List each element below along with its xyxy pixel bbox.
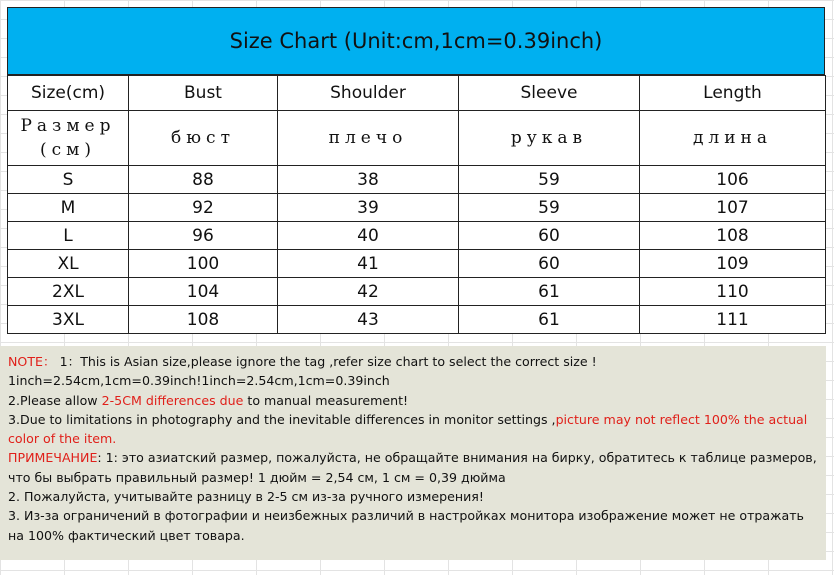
cell-sleeve: 59 [459, 166, 640, 194]
table-row [8, 222, 826, 250]
cell-bust: 104 [129, 278, 278, 306]
cell-shoulder: 39 [278, 194, 459, 222]
header-ru-bust: бюст [129, 111, 278, 166]
cell-length: 106 [640, 166, 826, 194]
note-label-ru: ПРИМЕЧАНИЕ [8, 450, 98, 466]
note-highlight: picture may not reflect 100% the actual color of the item. [8, 411, 808, 447]
cell-sleeve: 60 [459, 222, 640, 250]
header-shoulder: Shoulder [278, 76, 459, 111]
note-line-6: 2. Пожалуйста, учитывайте разницу в 2-5 см из-за ручного измерения! [8, 489, 484, 505]
cell-sleeve: 60 [459, 250, 640, 278]
note-text: 1：This is Asian size,please ignore the tag ,refer size chart to select the correct size ! [55, 354, 597, 369]
note-text: 2.Please allow [8, 392, 102, 408]
cell-length: 110 [640, 278, 826, 306]
notes-block [0, 346, 826, 560]
note-highlight: 2-5CM differences due [101, 392, 244, 408]
note-line-2: 1inch=2.54cm,1cm=0.39inch!1inch=2.54cm,1cm=0.39inch [8, 373, 390, 389]
size-table [7, 75, 826, 334]
cell-sleeve: 61 [459, 306, 640, 334]
chart-title: Size Chart (Unit:cm,1cm=0.39inch) [7, 7, 825, 75]
note-label: NOTE： [8, 354, 56, 369]
cell-length: 109 [640, 250, 826, 278]
header-row-ru [8, 111, 826, 166]
note-line-4 [8, 410, 818, 449]
cell-shoulder: 41 [278, 250, 459, 278]
cell-length: 107 [640, 194, 826, 222]
header-ru-size: Размер (см) [8, 111, 129, 166]
header-size: Size(cm) [8, 76, 129, 111]
note-line-3 [8, 391, 818, 410]
size-chart [7, 7, 825, 560]
header-ru-length: длина [640, 111, 826, 166]
cell-bust: 88 [129, 166, 278, 194]
cell-length: 108 [640, 222, 826, 250]
cell-size: S [8, 166, 129, 194]
cell-size: 3XL [8, 306, 129, 334]
header-ru-sleeve: рукав [459, 111, 640, 166]
cell-bust: 100 [129, 250, 278, 278]
cell-sleeve: 59 [459, 194, 640, 222]
cell-shoulder: 40 [278, 222, 459, 250]
table-row [8, 278, 826, 306]
cell-shoulder: 43 [278, 306, 459, 334]
cell-length: 111 [640, 306, 826, 334]
note-text: : 1: это азиатский размер, пожалуйста, не обращайте внимания на бирку, обратитесь к таблице размеров, что бы выбрать правильный размер! 1 дюйм = 2,54 см, 1 см = 0,39 дюйма [8, 450, 817, 485]
table-row [8, 306, 826, 334]
note-line-7: 3. Из-за ограничений в фотографии и неизбежных различий в настройках монитора изображение может не отражать на 100% фактический цвет товара. [8, 508, 804, 543]
cell-shoulder: 38 [278, 166, 459, 194]
header-sleeve: Sleeve [459, 76, 640, 111]
cell-shoulder: 42 [278, 278, 459, 306]
cell-size: M [8, 194, 129, 222]
header-length: Length [640, 76, 826, 111]
header-row-en [8, 76, 826, 111]
table-row [8, 166, 826, 194]
cell-size: L [8, 222, 129, 250]
table-row [8, 194, 826, 222]
cell-size: XL [8, 250, 129, 278]
cell-bust: 108 [129, 306, 278, 334]
note-text: to manual measurement! [243, 392, 409, 408]
note-line-1 [8, 352, 818, 371]
note-line-5 [8, 448, 818, 487]
cell-sleeve: 61 [459, 278, 640, 306]
note-text: 3.Due to limitations in photography and the inevitable differences in monitor settings , [8, 411, 556, 427]
table-row [8, 250, 826, 278]
cell-size: 2XL [8, 278, 129, 306]
cell-bust: 92 [129, 194, 278, 222]
header-ru-shoulder: плечо [278, 111, 459, 166]
cell-bust: 96 [129, 222, 278, 250]
header-bust: Bust [129, 76, 278, 111]
